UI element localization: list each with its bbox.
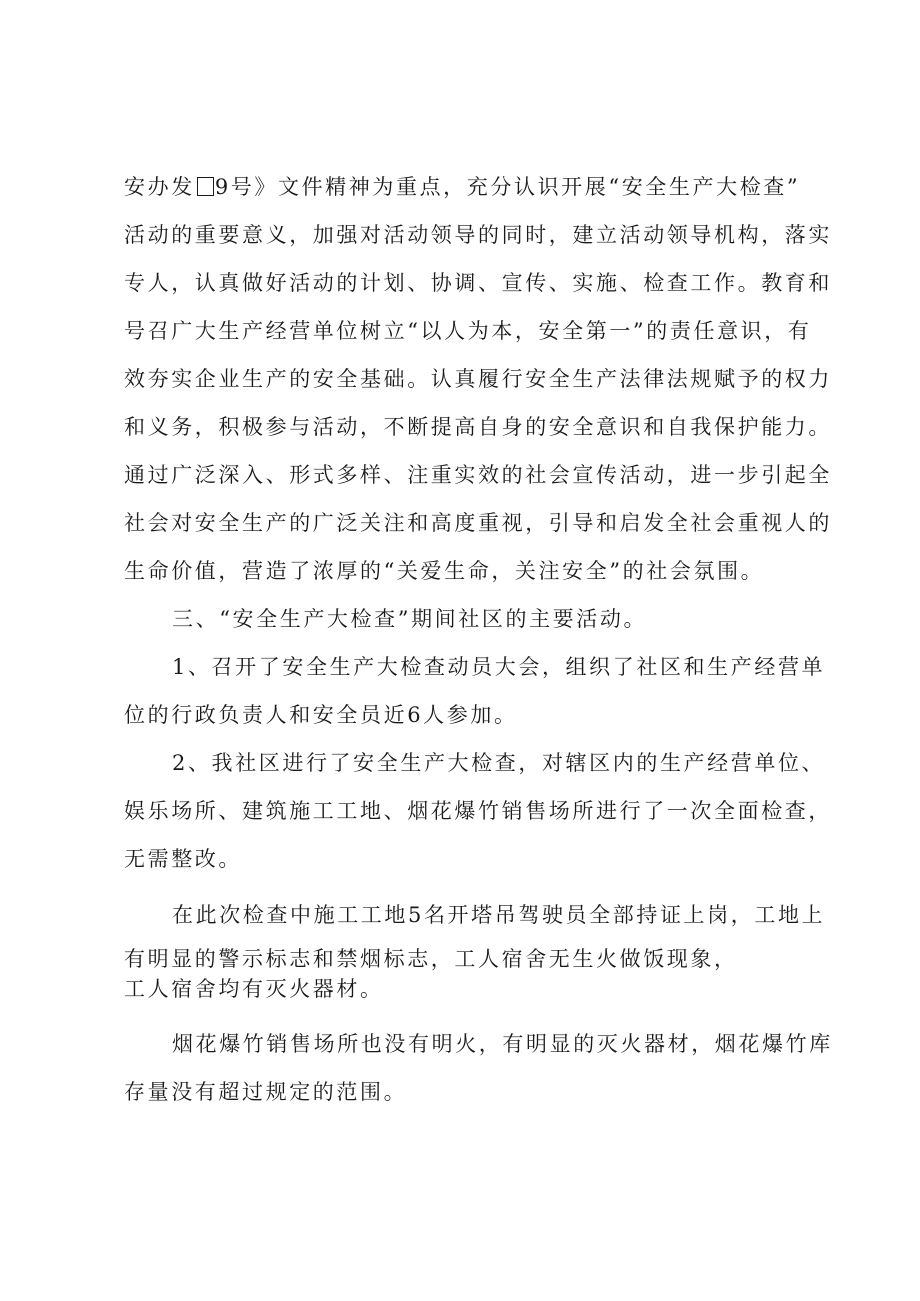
text-line-2: 活动的重要意义，加强对活动领导的同时，建立活动领导机构，落实 <box>124 223 832 247</box>
text-line-14: 娱乐场所、建筑施工工地、烟花爆竹销售场所进行了一次全面检查， <box>124 799 832 823</box>
missing-glyph-box <box>197 177 214 196</box>
text-line-16: 在此次检查中施工工地5名开塔吊驾驶员全部持证上岗，工地上 <box>172 903 826 927</box>
section-heading: 三、“安全生产大检查”期间社区的主要活动。 <box>172 607 648 631</box>
text-line-1 <box>124 174 800 200</box>
text-line-15: 无需整改。 <box>124 847 242 871</box>
text-line-8: 社会对安全生产的广泛关注和高度重视，引导和启发全社会重视人的 <box>124 511 832 535</box>
text-line-1-end: 9号》文件精神为重点，充分认识开展“安全生产大检查” <box>214 175 801 199</box>
text-line-5: 效夯实企业生产的安全基础。认真履行安全生产法律法规赋予的权力 <box>124 367 832 391</box>
text-line-19: 烟花爆竹销售场所也没有明火，有明显的灭火器材，烟花爆竹库 <box>172 1032 833 1056</box>
text-line-11: 1、召开了安全生产大检查动员大会，组织了社区和生产经营单 <box>172 655 826 679</box>
text-line-20: 存量没有超过规定的范围。 <box>124 1080 408 1104</box>
text-line-7: 通过广泛深入、形式多样、注重实效的社会宣传活动，进一步引起全 <box>124 463 832 487</box>
text-line-12: 位的行政负责人和安全员近6人参加。 <box>124 703 518 727</box>
text-line-1-start: 安办发 <box>124 175 195 199</box>
text-line-6: 和义务，积极参与活动，不断提高自身的安全意识和自我保护能力。 <box>124 415 832 439</box>
text-line-4: 号召广大生产经营单位树立“以人为本，安全第一”的责任意识，有 <box>124 319 812 343</box>
text-line-3: 专人，认真做好活动的计划、协调、宣传、实施、检查工作。教育和 <box>124 271 832 295</box>
text-line-18: 工人宿舍均有灭火器材。 <box>124 977 384 1001</box>
text-line-13: 2、我社区进行了安全生产大检查，对辖区内的生产经营单位、 <box>172 751 826 775</box>
text-line-17: 有明显的警示标志和禁烟标志，工人宿舍无生火做饭现象， <box>124 947 738 971</box>
text-line-9: 生命价值，营造了浓厚的“关爱生命，关注安全”的社会氛围。 <box>124 559 765 583</box>
